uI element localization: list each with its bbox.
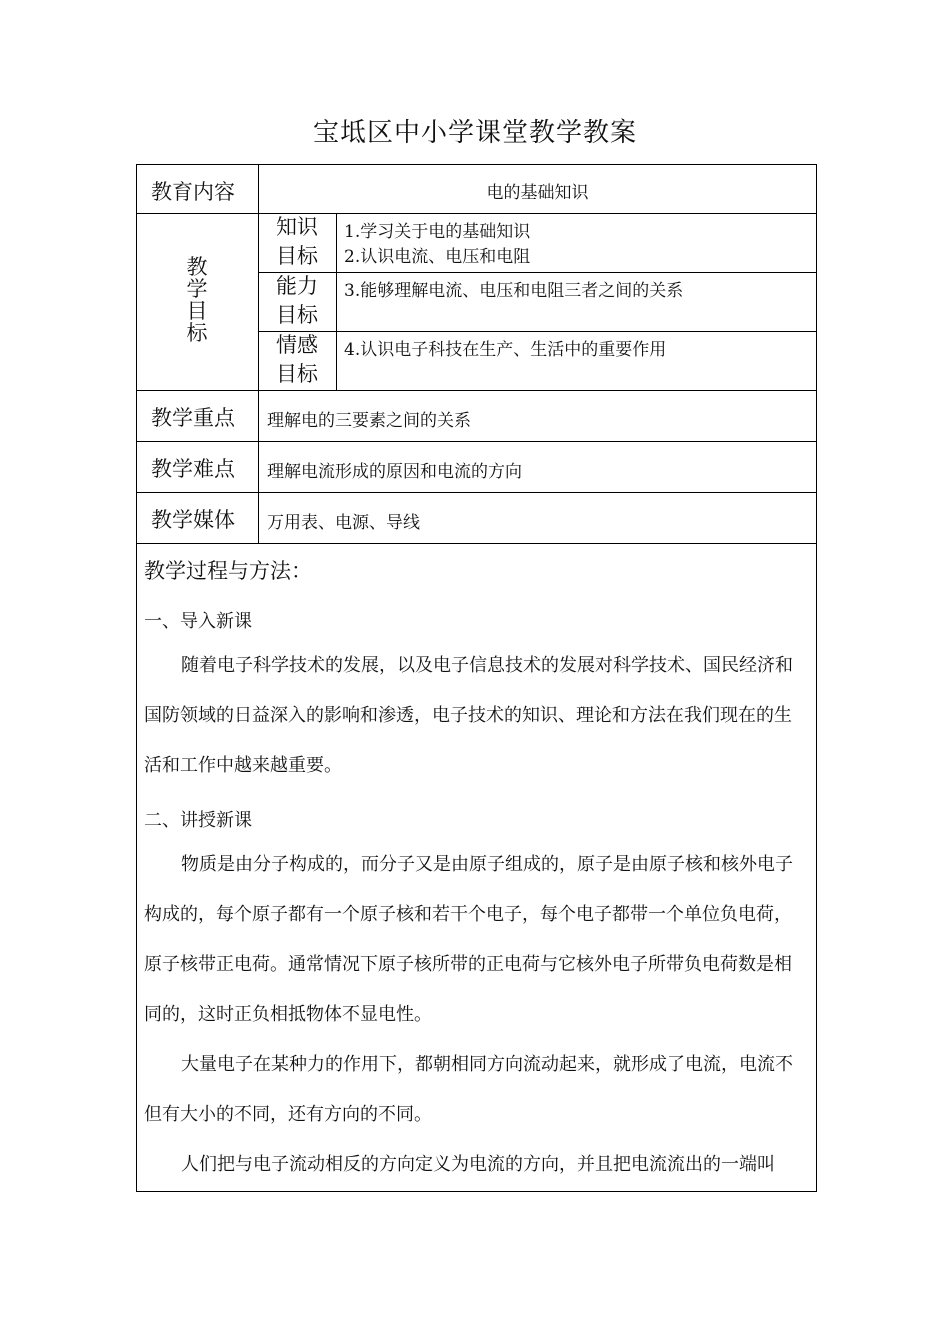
paragraph: 物质是由分子构成的，而分子又是由原子组成的，原子是由原子核和核外电子构成的，每个原子都有一个原子核和若干个电子，每个电子都带一个单位负电荷，原子核带正电荷。通常情况下原子核所带的正电荷与它核外电子所带负电荷数是相同的，这时正负相抵物体不显电性。	[144, 854, 793, 1025]
ability-goal-item: 3.能够理解电流、电压和电阻三者之间的关系	[344, 281, 684, 301]
difficulty-label: 教学难点	[151, 457, 235, 481]
row-divider	[136, 213, 817, 214]
goals-label-char: 学	[186, 277, 208, 301]
goals-label-char: 目	[186, 299, 208, 323]
media-label: 教学媒体	[151, 508, 235, 532]
paragraph: 随着电子科学技术的发展，以及电子信息技术的发展对科学技术、国民经济和国防领域的日益深入的影响和渗透，电子技术的知识、理论和方法在我们现在的生活和工作中越来越重要。	[144, 655, 793, 776]
row-divider	[136, 390, 817, 391]
row-divider	[136, 543, 817, 544]
focus-value: 理解电的三要素之间的关系	[267, 411, 471, 431]
ability-goal-label-line: 能力	[276, 274, 318, 298]
goals-label	[137, 256, 257, 344]
ability-goal-label-line: 目标	[276, 303, 318, 327]
knowledge-goal-label	[258, 213, 336, 271]
process-heading: 教学过程与方法：	[144, 559, 312, 583]
knowledge-goal-label-line: 目标	[276, 244, 318, 268]
media-value: 万用表、电源、导线	[267, 513, 420, 533]
paragraph: 大量电子在某种力的作用下，都朝相同方向流动起来，就形成了电流，电流不但有大小的不同，还有方向的不同。	[144, 1054, 793, 1125]
row-divider	[258, 331, 817, 332]
page-title: 宝坻区中小学课堂教学教案	[312, 118, 637, 148]
emotion-goal-label	[258, 331, 336, 389]
focus-label: 教学重点	[151, 406, 235, 430]
knowledge-goal-item: 2.认识电流、电压和电阻	[344, 247, 531, 267]
ability-goal-label	[258, 272, 336, 330]
difficulty-value: 理解电流形成的原因和电流的方向	[267, 462, 522, 482]
knowledge-goal-item: 1.学习关于电的基础知识	[344, 222, 531, 242]
emotion-goal-label-line: 目标	[276, 362, 318, 386]
section-heading: 二、讲授新课	[144, 810, 252, 831]
row-divider	[136, 492, 817, 493]
emotion-goal-label-line: 情感	[276, 333, 318, 357]
column-divider	[336, 213, 337, 390]
row-divider	[136, 441, 817, 442]
content-label: 教育内容	[151, 180, 235, 204]
emotion-goal-item: 4.认识电子科技在生产、生活中的重要作用	[344, 340, 667, 360]
goals-label-char: 标	[186, 321, 208, 345]
section-heading: 一、导入新课	[144, 611, 252, 632]
goals-label-char: 教	[186, 255, 208, 279]
content-value: 电的基础知识	[486, 183, 589, 203]
row-divider	[258, 272, 817, 273]
paragraph: 人们把与电子流动相反的方向定义为电流的方向，并且把电流流出的一端叫	[181, 1154, 775, 1175]
knowledge-goal-label-line: 知识	[276, 215, 318, 239]
